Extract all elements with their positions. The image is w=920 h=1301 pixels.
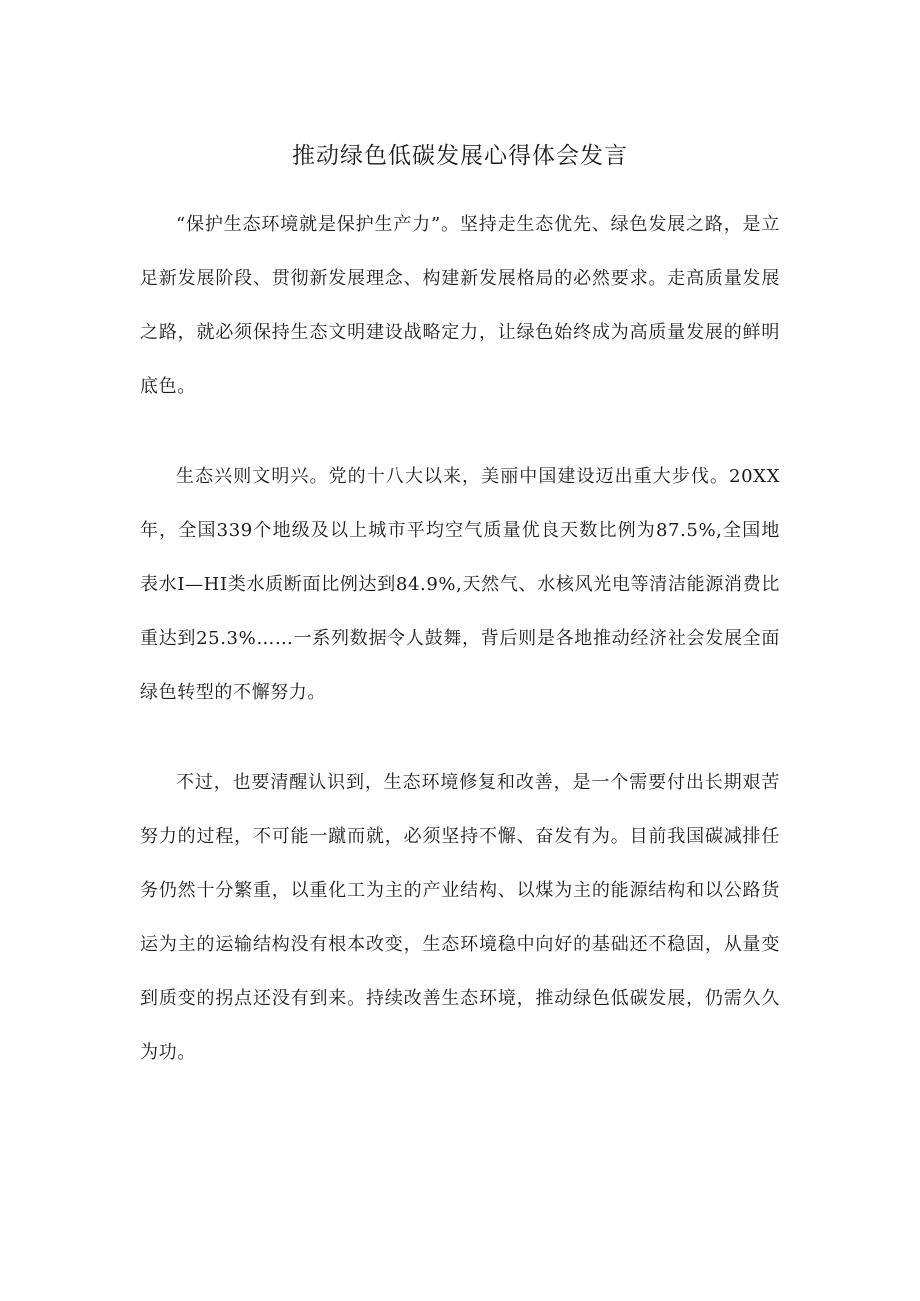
paragraph-1: “保护生态环境就是保护生产力”。坚持走生态优先、绿色发展之路，是立足新发展阶段、贯彻新发展理念、构建新发展格局的必然要求。走高质量发展之路，就必须保持生态文明建设战略定力，让绿色始终成为高质量发展的鲜明底色。 [140,214,780,397]
paragraph-2: 生态兴则文明兴。党的十八大以来，美丽中国建设迈出重大步伐。20XX年，全国339个地级及以上城市平均空气质量优良天数比例为87.5%,全国地表水I—HI类水质断面比例达到84.9%,天然气、水核风光电等清洁能源消费比重达到25.3%……一系列数据令人鼓舞，背后则是各地推动经济社会发展全面绿色转型的不懈努力。 [140,466,780,703]
document-body [140,198,780,1116]
paragraph-3: 不过，也要清醒认识到，生态环境修复和改善，是一个需要付出长期艰苦努力的过程，不可能一蹴而就，必须坚持不懈、奋发有为。目前我国碳减排任务仍然十分繁重，以重化工为主的产业结构、以煤为主的能源结构和以公路货运为主的运输结构没有根本改变，生态环境稳中向好的基础还不稳固，从量变到质变的拐点还没有到来。持续改善生态环境，推动绿色低碳发展，仍需久久为功。 [140,772,780,1063]
document-title: 推动绿色低碳发展心得体会发言 [292,143,628,169]
